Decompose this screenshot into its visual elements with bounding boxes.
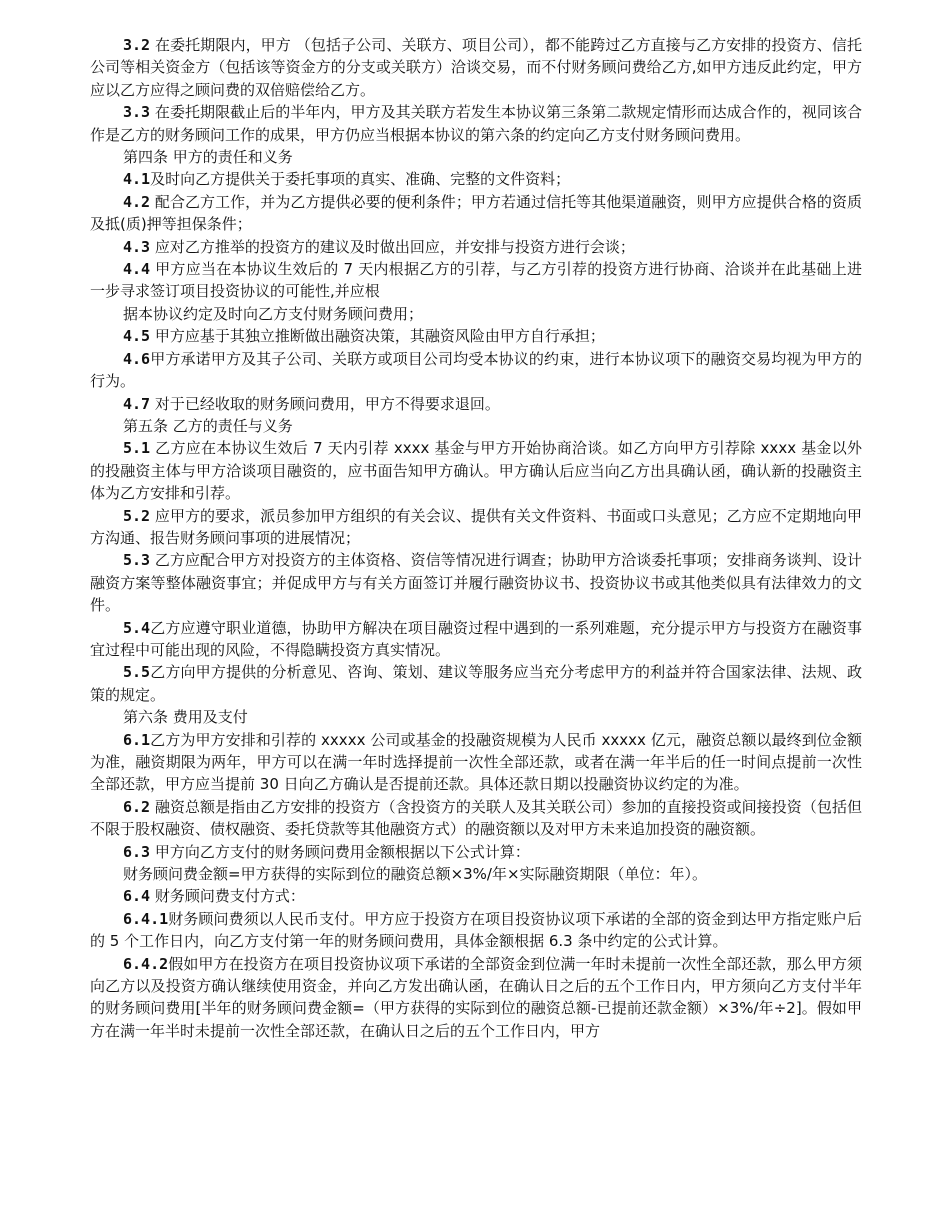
clause-paragraph (90, 885, 862, 907)
clause-number: 3.3 (123, 103, 151, 122)
clause-paragraph (90, 393, 862, 415)
clause-paragraph (90, 729, 862, 796)
clause-number: 4.3 (123, 237, 151, 256)
clause-number: 5.1 (123, 439, 151, 458)
clause-paragraph (90, 236, 862, 258)
clause-text: 乙方应配合甲方对投资方的主体资格、资信等情况进行调查；协助甲方洽谈委托事项；安排商务谈判、设计融资方案等整体融资事宜；并促成甲方与有关方面签订并履行融资协议书、投资协议书或其他类似具有法律效力的文件。 (90, 551, 862, 615)
clause-text: 乙方为甲方安排和引荐的 xxxxx 公司或基金的投融资规模为人民币 xxxxx 亿元，融资总额以最终到位金额为准，融资期限为两年，甲方可以在满一年时选择提前一次性全部还款，或者在满一年半后的任一时间点提前一次性全部还款，甲方应当提前 30 日向乙方确认是否提前还款。具体还款日期以投融资协议约定的为准。 (90, 730, 862, 794)
clause-text: 在委托期限内，甲方 （包括子公司、关联方、项目公司），都不能跨过乙方直接与乙方安排的投资方、信托公司等相关资金方（包括该等资金方的分支或关联方）洽谈交易，而不付财务顾问费给乙方,如甲方违反此约定，甲方应以乙方应得之顾问费的双倍赔偿给乙方。 (90, 36, 862, 99)
clause-text: 应对乙方推举的投资方的建议及时做出回应，并安排与投资方进行会谈； (150, 237, 635, 256)
clause-paragraph (90, 549, 862, 616)
clause-paragraph (90, 617, 862, 662)
clause-number: 6.4.1 (123, 909, 169, 928)
clause-text: 财务顾问费须以人民币支付。甲方应于投资方在项目投资协议项下承诺的全部的资金到达甲方指定账户后的 5 个工作日内，向乙方支付第一年的财务顾问费用，具体金额根据 6.3 条中约定的公式计算。 (90, 909, 862, 951)
continuation-paragraph (90, 863, 862, 885)
clause-paragraph (90, 168, 862, 190)
clause-number: 3.2 (123, 36, 151, 54)
section-heading-text: 第四条 甲方的责任和义务 (123, 148, 293, 167)
clause-number: 6.4.2 (123, 954, 169, 973)
clause-number: 4.1 (123, 170, 151, 189)
clause-number: 4.6 (123, 349, 151, 368)
section-heading-text: 第五条 乙方的责任与义务 (123, 416, 293, 435)
clause-text: 甲方向乙方支付的财务顾问费用金额根据以下公式计算： (150, 842, 530, 861)
clause-text: 甲方承诺甲方及其子公司、关联方或项目公司均受本协议的约束，进行本协议项下的融资交易均视为甲方的行为。 (90, 349, 862, 391)
clause-paragraph (90, 325, 862, 347)
clause-text: 财务顾问费支付方式： (150, 887, 305, 906)
clause-number: 4.4 (123, 260, 151, 279)
clause-text: 乙方应在本协议生效后 7 天内引荐 xxxx 基金与甲方开始协商洽谈。如乙方向甲方引荐除 xxxx 基金以外的投融资主体与甲方洽谈项目融资的，应书面告知甲方确认。甲方确认后应当向乙方出具确认函，确认新的投融资主体为乙方安排和引荐。 (90, 439, 862, 503)
clause-text: 融资总额是指由乙方安排的投资方（含投资方的关联人及其关联公司）参加的直接投资或间接投资（包括但不限于股权融资、债权融资、委托贷款等其他融资方式）的融资额以及对甲方未来追加投资的融资额。 (90, 797, 862, 839)
clause-text: 应甲方的要求，派员参加甲方组织的有关会议、提供有关文件资料、书面或口头意见；乙方应不定期地向甲方沟通、报告财务顾问事项的进展情况； (90, 506, 862, 547)
clause-paragraph (90, 191, 862, 236)
clause-paragraph (90, 258, 862, 303)
clause-number: 6.1 (123, 730, 151, 749)
clause-text: 乙方应遵守职业道德，协助甲方解决在项目融资过程中遇到的一系列难题，充分提示甲方与投资方在融资事宜过程中可能出现的风险，不得隐瞒投资方真实情况。 (90, 618, 862, 659)
clause-text: 假如甲方在投资方在项目投资协议项下承诺的全部资金到位满一年时未提前一次性全部还款，那么甲方须向乙方以及投资方确认继续使用资金，并向乙方发出确认函，在确认日之后的五个工作日内，甲方须向乙方支付半年的财务顾问费用[半年的财务顾问费金额=（甲方获得的实际到位的融资总额-已提前还款金额）×3%/年÷2]。假如甲方在满一年半时未提前一次性全部还款，在确认日之后的五个工作日内，甲方 (90, 954, 862, 1040)
clause-text: 及时向乙方提供关于委托事项的真实、准确、完整的文件资料； (150, 170, 571, 189)
clause-number: 5.2 (123, 506, 151, 525)
section-heading (90, 415, 862, 437)
clause-number: 6.3 (123, 842, 151, 861)
clause-number: 5.5 (123, 663, 151, 682)
clause-paragraph (90, 796, 862, 841)
paragraph-text: 财务顾问费金额=甲方获得的实际到位的融资总额×3%/年×实际融资期限（单位：年）。 (123, 865, 708, 884)
clause-number: 4.5 (123, 327, 151, 346)
clause-paragraph (90, 505, 862, 550)
clause-number: 4.2 (123, 192, 151, 211)
clause-paragraph (90, 437, 862, 504)
section-heading (90, 706, 862, 728)
clause-paragraph (90, 661, 862, 706)
clause-text: 在委托期限截止后的半年内，甲方及其关联方若发生本协议第三条第二款规定情形而达成合作的，视同该合作是乙方的财务顾问工作的成果，甲方仍应当根据本协议的第六条的约定向乙方支付财务顾问费用。 (90, 103, 862, 144)
clause-paragraph (90, 101, 862, 146)
clause-text: 甲方应当在本协议生效后的 7 天内根据乙方的引荐，与乙方引荐的投资方进行协商、洽谈并在此基础上进一步寻求签订项目投资协议的可能性,并应根 (90, 260, 862, 301)
section-heading-text: 第六条 费用及支付 (123, 708, 248, 727)
clause-paragraph (90, 953, 862, 1043)
clause-text: 乙方向甲方提供的分析意见、咨询、策划、建议等服务应当充分考虑甲方的利益并符合国家法律、法规、政策的规定。 (90, 663, 862, 704)
clause-text: 甲方应基于其独立推断做出融资决策，其融资风险由甲方自行承担； (150, 327, 605, 346)
continuation-paragraph (90, 303, 862, 325)
clause-number: 4.7 (123, 394, 151, 413)
clause-text: 对于已经收取的财务顾问费用，甲方不得要求退回。 (150, 394, 500, 413)
clause-text: 配合乙方工作，并为乙方提供必要的便利条件；甲方若通过信托等其他渠道融资，则甲方应提供合格的资质及抵(质)押等担保条件； (90, 192, 862, 234)
clause-number: 6.4 (123, 887, 151, 906)
paragraph-text: 据本协议约定及时向乙方支付财务顾问费用； (123, 304, 424, 323)
section-heading (90, 146, 862, 168)
clause-number: 5.3 (123, 551, 151, 570)
clause-number: 5.4 (123, 618, 151, 637)
clause-paragraph (90, 908, 862, 953)
clause-paragraph (90, 34, 862, 101)
clause-paragraph (90, 348, 862, 393)
clause-number: 6.2 (123, 797, 151, 816)
clause-paragraph (90, 841, 862, 863)
